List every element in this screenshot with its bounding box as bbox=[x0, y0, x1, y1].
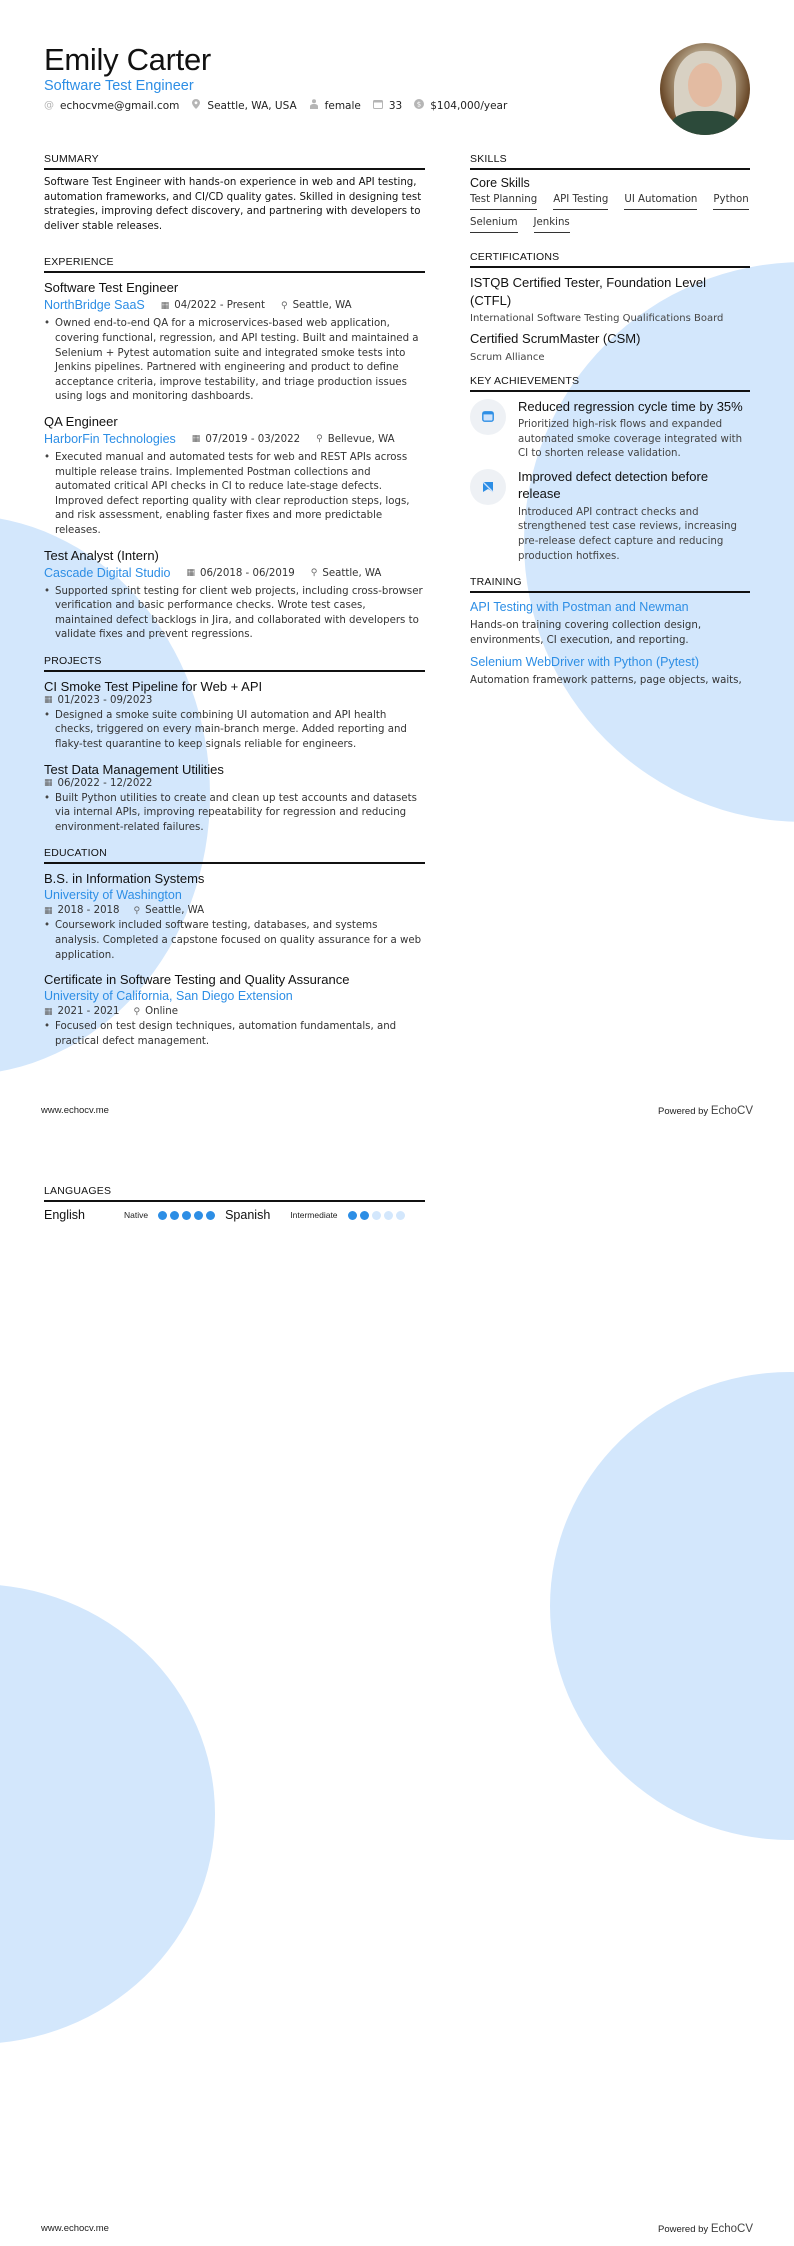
contact-salary bbox=[414, 99, 507, 112]
education-location: Seattle, WA bbox=[145, 905, 205, 917]
training-title: API Testing with Postman and Newman bbox=[470, 600, 689, 615]
calendar-icon: ▦ bbox=[160, 300, 170, 311]
contact-list bbox=[44, 99, 507, 112]
experience-entry bbox=[44, 547, 425, 643]
calendar-icon: ▦ bbox=[186, 568, 195, 578]
achievements-section bbox=[470, 375, 750, 565]
job-location: Seattle, WA bbox=[322, 567, 382, 579]
school-name: University of Washington bbox=[44, 888, 182, 903]
degree-name: Certificate in Software Testing and Quality Assurance bbox=[44, 972, 350, 988]
certification-name: Certified ScrumMaster (CSM) bbox=[470, 331, 641, 346]
achievement-title: Reduced regression cycle time by 35% bbox=[518, 398, 743, 414]
job-dates: 06/2018 - 06/2019 bbox=[199, 567, 295, 579]
right-column bbox=[470, 153, 750, 695]
section-heading: KEY ACHIEVEMENTS bbox=[470, 375, 750, 392]
job-role: QA Engineer bbox=[44, 413, 118, 429]
language-level: Intermediate bbox=[290, 1210, 338, 1220]
project-name: CI Smoke Test Pipeline for Web + API bbox=[44, 678, 263, 694]
language-name: English bbox=[44, 1208, 85, 1222]
section-heading: CERTIFICATIONS bbox=[470, 251, 750, 268]
skills-section bbox=[470, 153, 750, 233]
calendar-icon: ▦ bbox=[44, 1006, 53, 1017]
svg-text:$: $ bbox=[417, 100, 422, 109]
education-dates: 2021 - 2021 bbox=[57, 1006, 120, 1018]
powered-by-label: Powered by bbox=[658, 1106, 709, 1117]
company-name: HarborFin Technologies bbox=[44, 431, 176, 446]
achievement-item bbox=[470, 468, 750, 564]
left-column-page-2 bbox=[44, 1185, 425, 1222]
location-pin-icon: ⚲ bbox=[133, 905, 141, 916]
skill-tag: Jenkins bbox=[534, 217, 570, 233]
contact-gender-value: female bbox=[324, 99, 361, 112]
job-description: • Executed manual and automated tests for web and REST APIs across multiple release trains. Implemented Postman collections and automated critical API checks in CI to reduce late-stage defects. Improved defect reporting quality with clear reproduction steps, logs, and risk assessment, enabling faster fixes and more predictable releases. bbox=[44, 451, 410, 536]
at-icon: @ bbox=[44, 100, 54, 111]
project-description: • Designed a smoke suite combining UI automation and API health checks, triggered on every main-branch merge. Added reporting and flaky-test quarantine to keep signals reliable for engineers. bbox=[44, 709, 407, 751]
company-name: NorthBridge SaaS bbox=[44, 298, 145, 313]
job-description: • Owned end-to-end QA for a microservices-based web application, covering functional, regression, and API testing. Built and maintained a Selenium + Pytest automation suite and integrated smoke tests into Jenkins pipelines. Partnered with engineering and product to define acceptance criteria, improve testability, and triage production issues using logs and monitoring dashboards. bbox=[44, 318, 419, 403]
project-dates: 01/2023 - 09/2023 bbox=[57, 694, 153, 706]
contact-email-value: echocvme@gmail.com bbox=[60, 99, 180, 112]
calendar-icon: ▦ bbox=[44, 695, 53, 706]
section-heading: SKILLS bbox=[470, 153, 750, 170]
language-name: Spanish bbox=[225, 1208, 271, 1222]
job-description: • Supported sprint testing for client web projects, including cross-browser verification and basic performance checks. Wrote test cases, maintained defect backlogs in Jira, and collaborated with developers to validate fixes and prevent regressions. bbox=[44, 585, 423, 641]
project-entry bbox=[44, 761, 425, 836]
brand-name: EchoCV bbox=[710, 2223, 753, 2235]
calendar-icon: ▦ bbox=[191, 434, 201, 445]
skill-tag: Python bbox=[713, 194, 748, 210]
location-pin-icon: ⚲ bbox=[133, 1006, 141, 1017]
candidate-title: Software Test Engineer bbox=[44, 78, 194, 94]
left-column bbox=[44, 153, 425, 1057]
contact-location-value: Seattle, WA, USA bbox=[207, 99, 297, 112]
section-heading: PROJECTS bbox=[44, 655, 425, 672]
education-location: Online bbox=[145, 1006, 178, 1018]
contact-location bbox=[191, 99, 296, 112]
experience-entry bbox=[44, 279, 425, 405]
education-section bbox=[44, 847, 425, 1049]
location-pin-icon: ⚲ bbox=[310, 568, 318, 578]
page-footer bbox=[41, 2223, 753, 2235]
experience-entry bbox=[44, 413, 425, 539]
education-description: • Coursework included software testing, databases, and systems analysis. Completed a capstone focused on quality assurance for a web application. bbox=[44, 920, 422, 961]
brand-name: EchoCV bbox=[710, 1105, 753, 1117]
bug-off-icon bbox=[470, 469, 506, 505]
language-level: Native bbox=[124, 1210, 149, 1220]
certification-issuer: International Software Testing Qualifications Board bbox=[470, 313, 724, 324]
calendar-icon bbox=[373, 100, 383, 112]
project-entry bbox=[44, 678, 425, 753]
achievement-item bbox=[470, 398, 750, 462]
certification-issuer: Scrum Alliance bbox=[470, 351, 545, 363]
languages-section bbox=[44, 1185, 425, 1222]
calendar-icon: ▦ bbox=[44, 778, 53, 789]
section-heading: LANGUAGES bbox=[44, 1185, 425, 1202]
contact-gender bbox=[309, 99, 361, 112]
certification-name: ISTQB Certified Tester, Foundation Level (CTFL) bbox=[470, 275, 707, 308]
page-footer bbox=[41, 1105, 753, 1117]
achievement-title: Improved defect detection before release bbox=[518, 468, 709, 502]
language-rating bbox=[158, 1211, 215, 1220]
location-pin-icon: ⚲ bbox=[280, 300, 288, 311]
project-dates: 06/2022 - 12/2022 bbox=[57, 777, 153, 789]
projects-section bbox=[44, 655, 425, 836]
achievement-description: Prioritized high-risk flows and expanded automated smoke coverage integrated with CI to shorten release validation. bbox=[518, 419, 743, 460]
skill-tag: Test Planning bbox=[470, 194, 537, 210]
education-dates: 2018 - 2018 bbox=[57, 905, 120, 917]
resume-header bbox=[44, 40, 754, 140]
contact-age-value: 33 bbox=[388, 99, 403, 112]
contact-salary-value: $104,000/year bbox=[430, 99, 508, 112]
training-section bbox=[470, 576, 750, 689]
section-heading: TRAINING bbox=[470, 576, 750, 593]
contact-age bbox=[373, 100, 402, 112]
skill-group-title: Core Skills bbox=[470, 176, 530, 190]
summary-section bbox=[44, 153, 425, 234]
project-name: Test Data Management Utilities bbox=[44, 761, 224, 777]
footer-site-link[interactable]: www.echocv.me bbox=[41, 1105, 109, 1116]
experience-section bbox=[44, 256, 425, 643]
powered-by-label: Powered by bbox=[658, 2224, 709, 2235]
candidate-name: Emily Carter bbox=[44, 42, 211, 77]
company-name: Cascade Digital Studio bbox=[44, 565, 171, 580]
skill-tags bbox=[470, 194, 750, 233]
calendar-icon bbox=[470, 399, 506, 435]
section-heading: EDUCATION bbox=[44, 847, 425, 864]
section-heading: EXPERIENCE bbox=[44, 256, 425, 273]
degree-name: B.S. in Information Systems bbox=[44, 871, 205, 887]
education-entry bbox=[44, 971, 425, 1049]
job-role: Software Test Engineer bbox=[44, 280, 179, 296]
dollar-icon bbox=[414, 99, 424, 112]
certifications-section bbox=[470, 251, 750, 363]
location-pin-icon bbox=[191, 99, 201, 112]
person-icon bbox=[309, 99, 319, 112]
achievement-description: Introduced API contract checks and strengthened test case reviews, increasing pre-release defect capture and reducing production hotfixes. bbox=[518, 506, 737, 562]
calendar-icon: ▦ bbox=[44, 905, 53, 916]
training-description: Hands-on training covering collection design, environments, CI execution, and reporting. bbox=[470, 620, 702, 646]
training-title: Selenium WebDriver with Python (Pytest) bbox=[470, 655, 700, 670]
skill-tag: UI Automation bbox=[624, 194, 697, 210]
job-dates: 07/2019 - 03/2022 bbox=[205, 433, 301, 445]
training-description: Automation framework patterns, page objects, waits, bbox=[470, 675, 742, 687]
school-name: University of California, San Diego Extension bbox=[44, 989, 293, 1004]
education-description: • Focused on test design techniques, automation fundamentals, and practical defect management. bbox=[44, 1021, 397, 1047]
skill-tag: Selenium bbox=[470, 217, 518, 233]
location-pin-icon: ⚲ bbox=[316, 434, 323, 445]
summary-text: Software Test Engineer with hands-on experience in web and API testing, automation frameworks, and CI/CD quality gates. Skilled in designing test strategies, improving defect discovery, and partnering with developers to deliver stable releases. bbox=[44, 177, 422, 232]
language-rating bbox=[348, 1211, 405, 1220]
job-role: Test Analyst (Intern) bbox=[44, 547, 159, 563]
job-location: Seattle, WA bbox=[292, 300, 352, 312]
project-description: • Built Python utilities to create and clean up test accounts and datasets via internal APIs, improving repeatability for regression and reducing environment-related failures. bbox=[44, 792, 417, 833]
contact-email[interactable] bbox=[44, 100, 179, 112]
section-heading: SUMMARY bbox=[44, 153, 425, 170]
job-location: Bellevue, WA bbox=[327, 433, 395, 445]
education-entry bbox=[44, 870, 425, 963]
languages-row bbox=[44, 1208, 425, 1222]
avatar bbox=[660, 43, 750, 135]
job-dates: 04/2022 - Present bbox=[174, 300, 265, 312]
footer-site-link[interactable]: www.echocv.me bbox=[41, 2223, 109, 2234]
skill-tag: API Testing bbox=[553, 194, 608, 210]
resume-page-2 bbox=[0, 1123, 794, 2246]
